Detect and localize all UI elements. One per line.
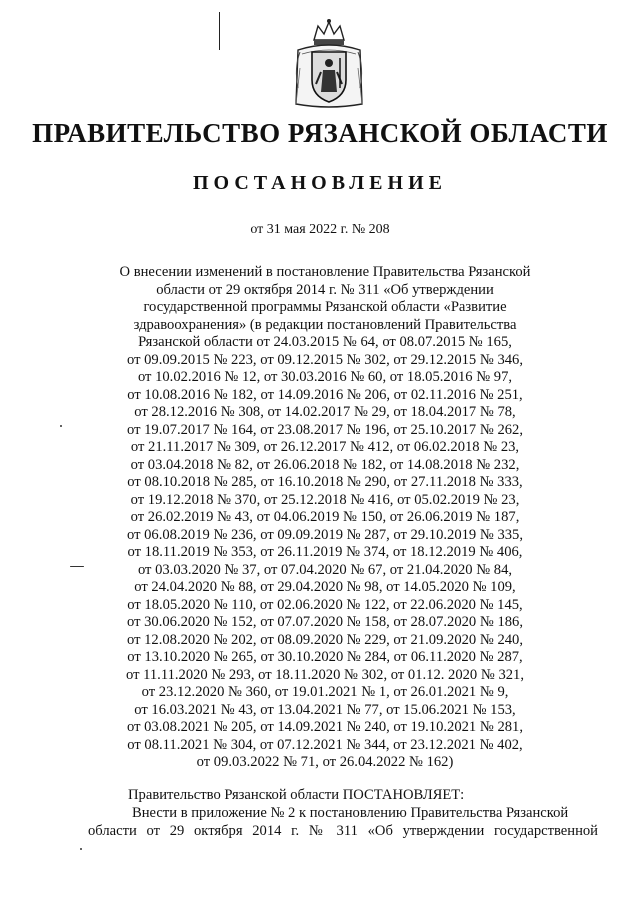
subject-line: от 13.10.2020 № 265, от 30.10.2020 № 284, от 06.11.2020 № 287, (127, 649, 523, 665)
subject-line: от 21.11.2017 № 309, от 26.12.2017 № 412, от 06.02.2018 № 23, (130, 439, 520, 455)
subject-line: от 08.10.2018 № 285, от 16.10.2018 № 290, от 27.11.2018 № 333, (127, 474, 523, 490)
subject-line: от 10.08.2016 № 182, от 14.09.2016 № 206, от 02.11.2016 № 251, (127, 386, 523, 403)
subject-line: от 03.08.2021 № 205, от 14.09.2021 № 240, от 19.10.2021 № 281, (127, 719, 523, 735)
subject-line: от 03.03.2020 № 37, от 07.04.2020 № 67, от 21.04.2020 № 84, (137, 561, 513, 578)
subject-line: от 09.09.2015 № 223, от 09.12.2015 № 302, от 29.12.2015 № 346, (127, 351, 523, 368)
margin-line (219, 12, 220, 50)
scan-speck (80, 848, 82, 850)
subject-line: О внесении изменений в постановление Правительства Рязанской (119, 264, 531, 280)
subject-line: здравоохранения» (в редакции постановлений Правительства (133, 316, 517, 333)
resolution-line: Правительство Рязанской области ПОСТАНОВЛЯЕТ: (128, 787, 465, 803)
subject-line: от 30.06.2020 № 152, от 07.07.2020 № 158, от 28.07.2020 № 186, (127, 614, 523, 630)
document-body (88, 786, 598, 840)
subject-line: от 18.05.2020 № 110, от 02.06.2020 № 122, от 22.06.2020 № 145, (127, 596, 523, 613)
scan-speck (60, 425, 62, 427)
organization-title: ПРАВИТЕЛЬСТВО РЯЗАНСКОЙ ОБЛАСТИ (32, 118, 608, 148)
subject-line: от 24.04.2020 № 88, от 29.04.2020 № 98, от 14.05.2020 № 109, (134, 579, 516, 595)
document-type: ПОСТАНОВЛЕНИЕ (193, 172, 447, 194)
subject-line: области от 29 октября 2014 г. № 311 «Об утверждении (156, 281, 494, 298)
coat-of-arms-icon (290, 18, 368, 110)
subject-line: от 16.03.2021 № 43, от 13.04.2021 № 77, от 15.06.2021 № 153, (134, 701, 516, 718)
subject-line: от 28.12.2016 № 308, от 14.02.2017 № 29, от 18.04.2017 № 78, (134, 404, 516, 420)
subject-line: от 12.08.2020 № 202, от 08.09.2020 № 229, от 21.09.2020 № 240, (127, 631, 523, 648)
subject-line: от 09.03.2022 № 71, от 26.04.2022 № 162) (196, 754, 454, 770)
subject-line: от 08.11.2021 № 304, от 07.12.2021 № 344, от 23.12.2021 № 402, (127, 736, 523, 753)
subject-line: от 23.12.2020 № 360, от 19.01.2021 № 1, от 26.01.2021 № 9, (141, 684, 509, 700)
subject-line: Рязанской области от 24.03.2015 № 64, от 08.07.2015 № 165, (138, 334, 512, 350)
subject-line: от 03.04.2018 № 82, от 26.06.2018 № 182, от 14.08.2018 № 232, (130, 456, 520, 473)
document-date: от 31 мая 2022 г. № 208 (250, 222, 390, 237)
body-paragraph-line: области от 29 октября 2014 г. № 311 «Об утверждении государственной (88, 823, 598, 839)
subject-line: от 11.11.2020 № 293, от 18.11.2020 № 302, от 01.12. 2020 № 321, (125, 666, 524, 683)
subject-line: от 10.02.2016 № 12, от 30.03.2016 № 60, от 18.05.2016 № 97, (137, 369, 513, 385)
subject-line: от 19.07.2017 № 164, от 23.08.2017 № 196, от 25.10.2017 № 262, (127, 421, 523, 438)
document-subject (105, 264, 545, 772)
subject-line: от 18.11.2019 № 353, от 26.11.2019 № 374, от 18.12.2019 № 406, (127, 544, 523, 560)
body-paragraph-line: Внести в приложение № 2 к постановлению Правительства Рязанской (132, 805, 569, 821)
subject-line: государственной программы Рязанской области «Развитие (143, 299, 507, 315)
subject-line: от 26.02.2019 № 43, от 04.06.2019 № 150, от 26.06.2019 № 187, (130, 509, 520, 525)
scan-mark (70, 566, 84, 567)
subject-line: от 06.08.2019 № 236, от 09.09.2019 № 287, от 29.10.2019 № 335, (127, 526, 523, 543)
subject-line: от 19.12.2018 № 370, от 25.12.2018 № 416, от 05.02.2019 № 23, (130, 491, 520, 508)
